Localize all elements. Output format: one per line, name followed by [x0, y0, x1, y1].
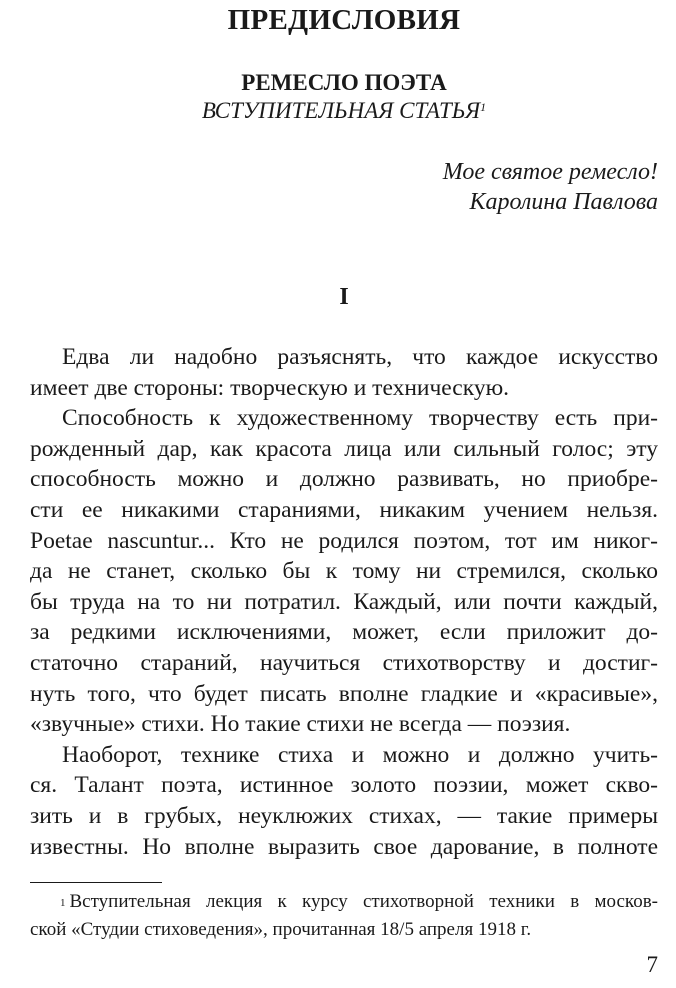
paragraph-1 — [30, 342, 658, 403]
footnote — [30, 888, 658, 944]
chapter-number: I — [339, 284, 349, 310]
paragraph-2 — [30, 403, 658, 740]
book-page — [30, 0, 658, 988]
text-line: сти ее никакими стараниями, никаким учением нельзя. — [30, 496, 658, 523]
text-line: нуть того, что будет писать вполне гладкие и «красивые», — [30, 680, 658, 707]
text-line: «звучные» стихи. Но такие стихи не всегда — поэзия. — [30, 711, 571, 738]
text-line: Едва ли надобно разъяснять, что каждое искусство — [62, 344, 658, 370]
footnote-line — [30, 888, 658, 916]
paragraph-3 — [30, 740, 658, 862]
footnote-reference-mark[interactable]: 1 — [480, 100, 487, 114]
text-line: зить и в грубых, неуклюжих стихах, — такие примеры — [30, 802, 658, 829]
text-line: известны. Но вполне выразить свое дарование, в полноте — [30, 833, 658, 860]
epigraph-author: Каролина Павлова — [469, 189, 658, 215]
epigraph — [443, 157, 658, 217]
section-title: ПРЕДИСЛОВИЯ — [227, 4, 461, 36]
article-subtitle-text: ВСТУПИТЕЛЬНАЯ СТАТЬЯ — [201, 98, 481, 123]
text-line: статочно стараний, научиться стихотворству и достиг- — [30, 649, 658, 676]
text-line: да не станет, сколько бы к тому ни стремился, сколько — [30, 558, 658, 585]
text-line: имеет две стороны: творческую и техническую. — [30, 374, 510, 401]
text-line: Способность к художественному творчеству есть при- — [62, 405, 658, 432]
text-line: рожденный дар, как красота лица или сильный голос; эту — [30, 435, 658, 462]
footnote-divider — [30, 882, 162, 883]
article-title: РЕМЕСЛО ПОЭТА — [241, 70, 447, 95]
footnote-line: ской «Студии стиховедения», прочитанная 18/5 апреля 1918 г. — [30, 919, 532, 940]
text-line: Наоборот, технике стиха и можно и должно учить- — [62, 741, 658, 768]
text-line: Poetae nascuntur... Кто не родился поэтом, тот им никог- — [30, 527, 658, 554]
text-line: за редкими исключениями, может, если приложит до- — [30, 619, 658, 646]
text-line: способность можно и должно развивать, но приобре- — [30, 466, 658, 493]
footnote-mark: 1 — [60, 897, 66, 909]
body-text — [30, 342, 658, 862]
page-number: 7 — [646, 952, 658, 977]
text-line: ся. Талант поэта, истинное золото поэзии, может скво- — [30, 772, 658, 799]
text-line: бы труда на то ни потратил. Каждый, или почти каждый, — [30, 588, 658, 615]
epigraph-quote: Мое святое ремесло! — [442, 159, 658, 185]
article-subtitle — [30, 98, 658, 124]
footnote-text: Вступительная лекция к курсу стихотворной техники в москов- — [69, 891, 658, 912]
